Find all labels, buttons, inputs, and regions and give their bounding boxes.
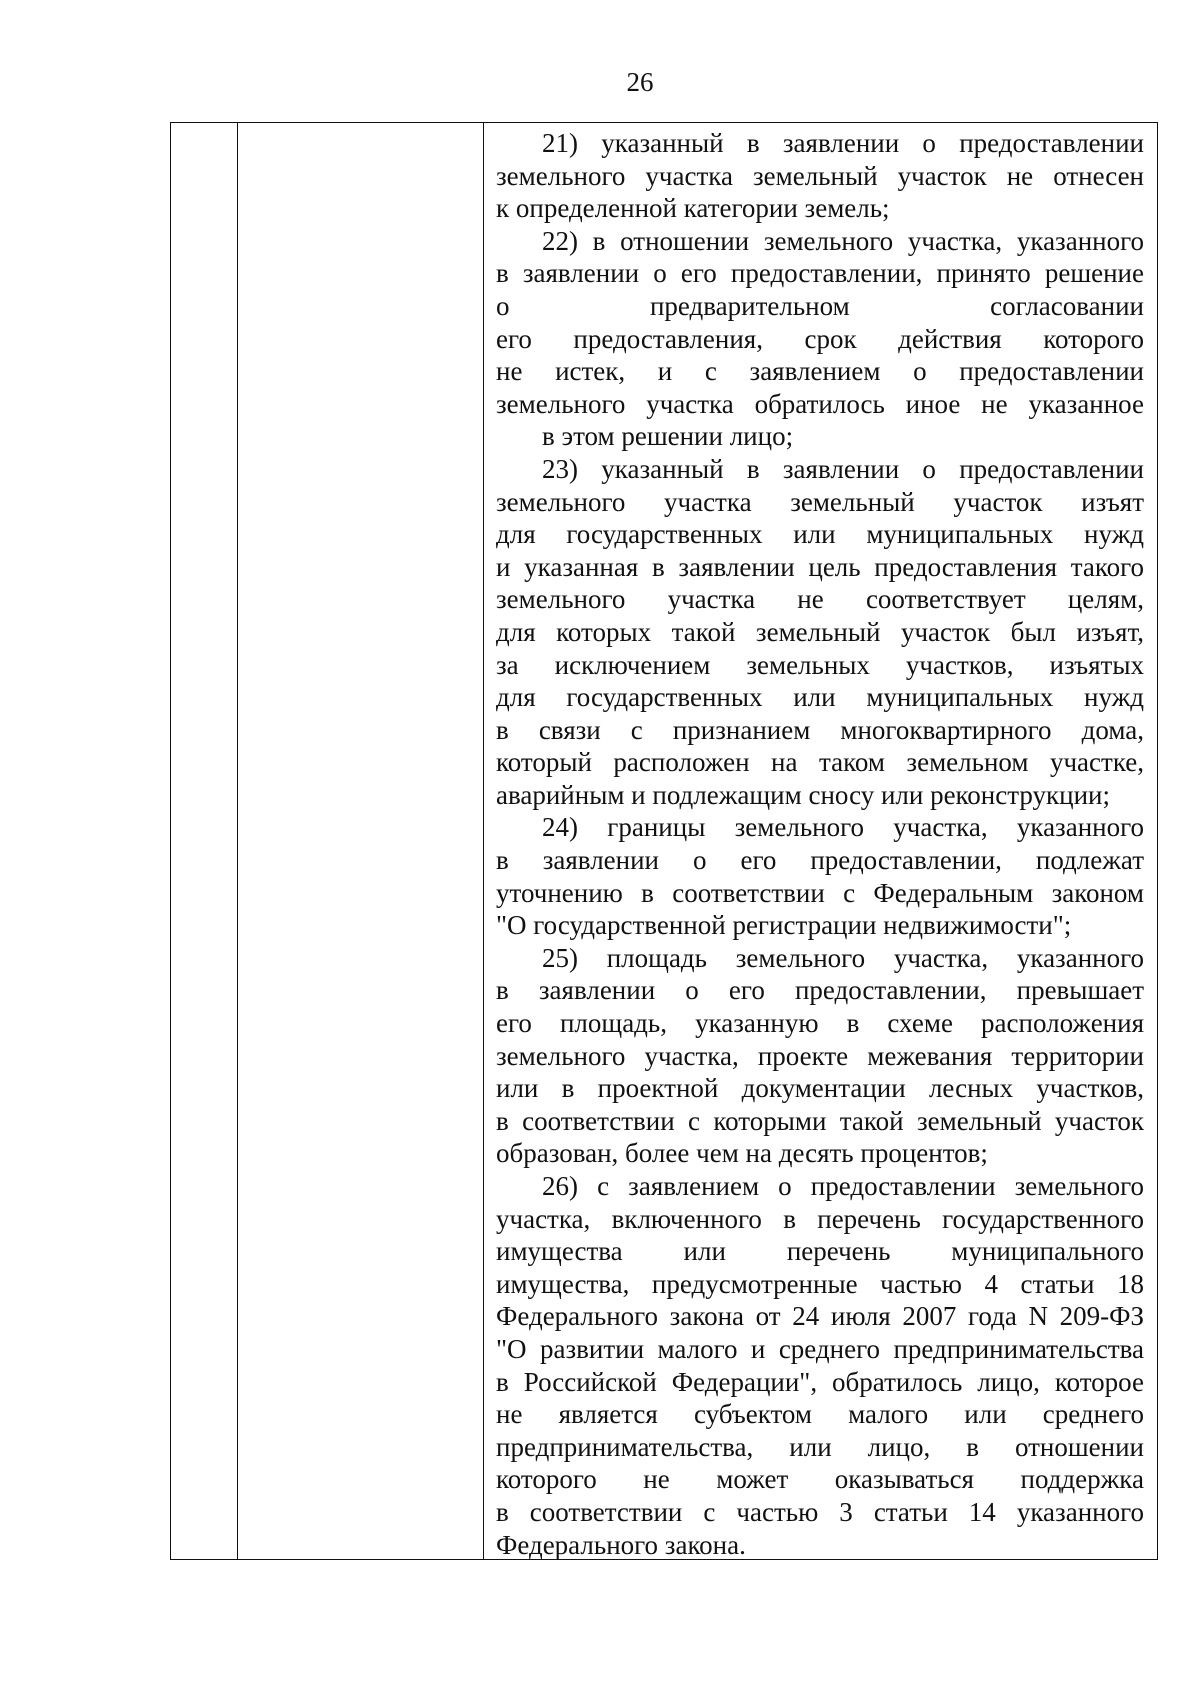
- list-item-line: земельного участка земельный участок изъят: [496, 486, 1144, 517]
- table-cell-number: [171, 123, 237, 1559]
- list-item-line: 23) указанный в заявлении о предоставлении: [542, 453, 1144, 484]
- list-item-line: земельного участка, проекте межевания территории: [496, 1040, 1144, 1071]
- list-item-line: "О государственной регистрации недвижимости";: [496, 910, 1072, 941]
- list-item: [496, 1170, 1144, 1561]
- list-item-line: 26) с заявлением о предоставлении земельного: [542, 1171, 1144, 1201]
- list-item-line: имущества, предусмотренные частью 4 статьи 18: [496, 1268, 1144, 1299]
- list-item: [496, 225, 1144, 453]
- list-item-line: для государственных или муниципальных нужд: [496, 682, 1144, 713]
- list-item-line: в заявлении о его предоставлении, превышает: [496, 975, 1144, 1006]
- list-item-line: не является субъектом малого или среднего: [496, 1399, 1144, 1430]
- list-item-line: в заявлении о его предоставлении, подлежат: [496, 845, 1144, 876]
- list-item-line: 24) границы земельного участка, указанного: [542, 812, 1144, 843]
- list-item-line: 22) в отношении земельного участка, указанного: [542, 225, 1144, 256]
- list-item-line: предпринимательства, или лицо, в отношении: [496, 1431, 1144, 1462]
- table-cell-description: [238, 123, 483, 1559]
- list-item-line: за исключением земельных участков, изъятых: [496, 649, 1144, 680]
- list-item-line: в соответствии с которыми такой земельный участок: [496, 1105, 1144, 1136]
- list-item-line: для которых такой земельный участок был изъят,: [496, 616, 1144, 647]
- list-item-line: имущества или перечень муниципального: [496, 1236, 1144, 1267]
- list-item: [496, 811, 1144, 941]
- list-item-line: уточнению в соответствии с Федеральным законом: [496, 877, 1144, 908]
- list-item-line: Федерального закона от 24 июля 2007 года N 209-ФЗ: [496, 1301, 1144, 1332]
- list-item-line: земельного участка обратилось иное не указанное: [496, 388, 1144, 419]
- list-item-line: 25) площадь земельного участка, указанного: [542, 942, 1144, 973]
- list-item-line: для государственных или муниципальных нужд: [496, 519, 1144, 550]
- list-item-line: в соответствии с частью 3 статьи 14 указанного: [496, 1496, 1144, 1527]
- list-item-line: в Российской Федерации", обратилось лицо, которое: [496, 1366, 1144, 1397]
- table-cell-grounds-list: [496, 127, 1144, 1561]
- list-item-line: в заявлении о его предоставлении, принято решение: [496, 258, 1144, 289]
- list-item-line: или в проектной документации лесных участков,: [496, 1073, 1144, 1104]
- page-number: 26: [626, 67, 654, 97]
- list-item: [496, 942, 1144, 1170]
- list-item-line: в этом решении лицо;: [542, 421, 794, 452]
- list-item-line: аварийным и подлежащим сносу или реконструкции;: [496, 779, 1110, 810]
- list-item-line: "О развитии малого и среднего предпринимательства: [496, 1333, 1144, 1364]
- list-item-line: в связи с признанием многоквартирного дома,: [496, 714, 1144, 745]
- list-item-line: участка, включенного в перечень государственного: [496, 1203, 1144, 1234]
- list-item-line: его предоставления, срок действия которого: [496, 323, 1144, 354]
- list-item-line: его площадь, указанную в схеме расположения: [496, 1008, 1144, 1039]
- list-item: [496, 453, 1144, 812]
- list-item-line: который расположен на таком земельном участке,: [496, 747, 1144, 778]
- list-item: [496, 127, 1144, 225]
- list-item-line: 21) указанный в заявлении о предоставлении: [542, 128, 1144, 158]
- list-item-line: к определенной категории земель;: [496, 193, 890, 224]
- list-item-line: не истек, и с заявлением о предоставлении: [496, 356, 1144, 387]
- list-item-line: Федерального закона.: [496, 1529, 746, 1560]
- list-item-line: и указанная в заявлении цель предоставления такого: [496, 551, 1144, 582]
- list-item-line: которого не может оказываться поддержка: [496, 1464, 1144, 1495]
- list-item-line: земельного участка не соответствует целям,: [496, 584, 1144, 615]
- column-divider-2: [483, 123, 484, 1559]
- list-item-line: образован, более чем на десять процентов;: [496, 1138, 988, 1169]
- list-item-line: о предварительном согласовании: [496, 290, 1144, 321]
- document-table: [170, 122, 1158, 1560]
- list-item-line: земельного участка земельный участок не отнесен: [496, 160, 1144, 191]
